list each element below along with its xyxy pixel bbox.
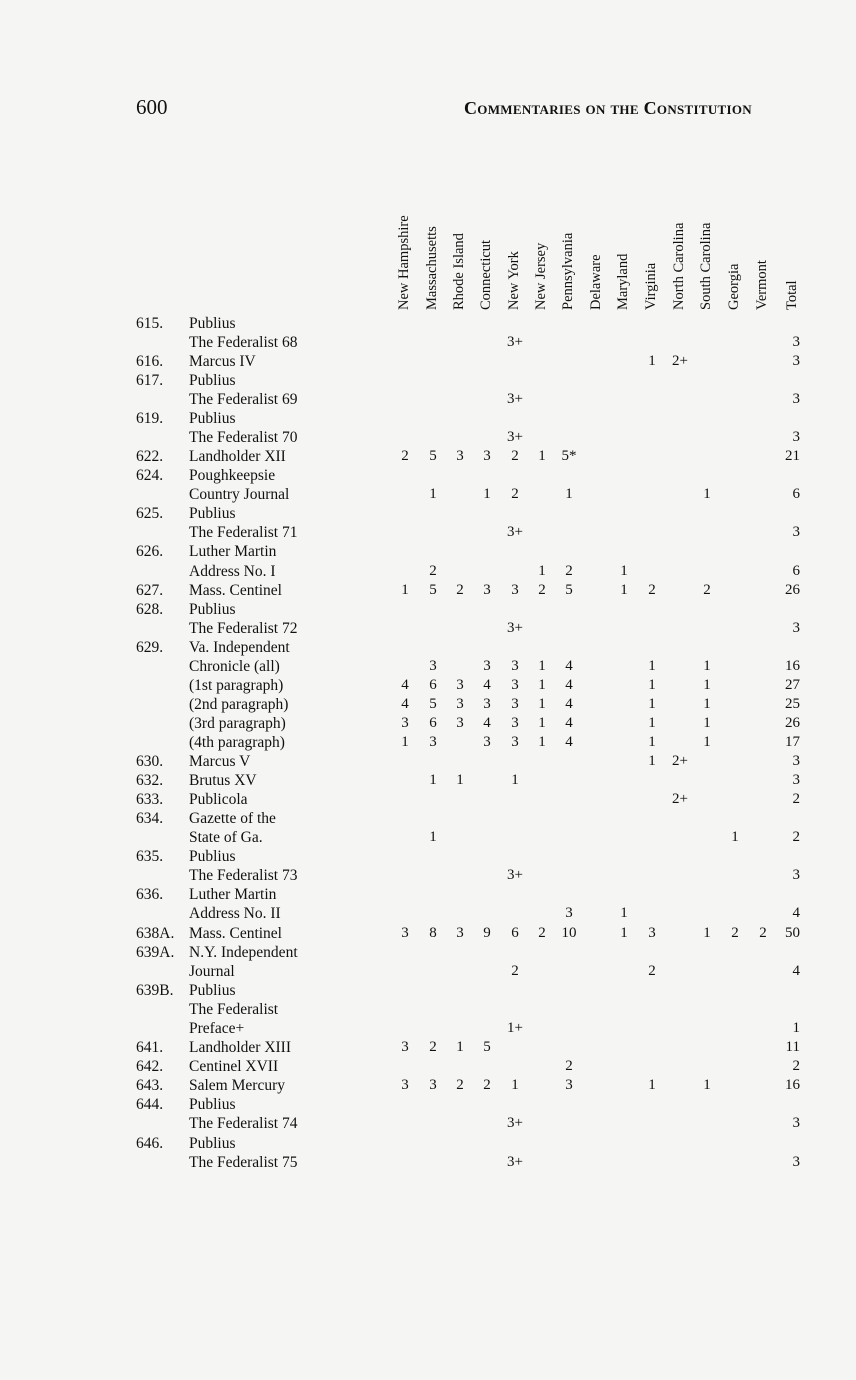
- table-cell: 2: [565, 563, 573, 579]
- entry-number: 633.: [136, 791, 164, 808]
- entry-title: Brutus XV: [189, 772, 257, 789]
- entry-title: The Federalist 68: [189, 334, 298, 351]
- entry-title: The Federalist 70: [189, 429, 298, 446]
- table-cell: 3: [429, 1077, 437, 1093]
- table-cell: 1: [703, 696, 711, 712]
- table-cell: 3: [456, 448, 464, 464]
- table-cell: 3+: [507, 620, 523, 636]
- column-header-new-york: New York: [506, 251, 522, 310]
- table-cell: 6: [511, 925, 519, 941]
- table-cell: 3: [483, 658, 491, 674]
- table-cell: 1: [538, 734, 546, 750]
- table-cell: 1: [703, 677, 711, 693]
- table-cell: 2+: [672, 791, 688, 807]
- row-total: 2: [792, 829, 800, 845]
- entry-title: Address No. I: [189, 563, 276, 580]
- table-cell: 2: [429, 563, 437, 579]
- table-cell: 1: [648, 1077, 656, 1093]
- table-cell: 3+: [507, 867, 523, 883]
- table-cell: 5: [429, 582, 437, 598]
- table-cell: 2: [731, 925, 739, 941]
- table-cell: 1: [703, 925, 711, 941]
- table-cell: 1: [703, 486, 711, 502]
- row-total: 3: [792, 753, 800, 769]
- table-cell: 2: [759, 925, 767, 941]
- column-header-delaware: Delaware: [588, 254, 604, 310]
- entry-title: Publicola: [189, 791, 248, 808]
- table-cell: 3: [456, 715, 464, 731]
- table-cell: 6: [429, 715, 437, 731]
- table-cell: 1: [648, 677, 656, 693]
- column-header-georgia: Georgia: [726, 263, 742, 310]
- table-cell: 2: [648, 963, 656, 979]
- row-total: 6: [792, 563, 800, 579]
- table-cell: 1: [429, 829, 437, 845]
- table-cell: 1: [538, 715, 546, 731]
- table-cell: 2: [511, 963, 519, 979]
- table-cell: 4: [483, 677, 491, 693]
- table-cell: 3+: [507, 1154, 523, 1170]
- table-cell: 1: [648, 715, 656, 731]
- table-cell: 1: [429, 772, 437, 788]
- entry-title: Publius: [189, 372, 236, 389]
- table-cell: 3: [511, 677, 519, 693]
- table-cell: 2: [456, 582, 464, 598]
- table-cell: 3: [511, 658, 519, 674]
- table-cell: 1: [456, 772, 464, 788]
- table-cell: 2: [538, 925, 546, 941]
- table-cell: 3+: [507, 334, 523, 350]
- entry-number: 632.: [136, 772, 164, 789]
- table-cell: 3: [401, 715, 409, 731]
- row-total: 2: [792, 1058, 800, 1074]
- entry-title: Publius: [189, 505, 236, 522]
- table-cell: 10: [561, 925, 577, 941]
- row-total: 11: [785, 1039, 800, 1055]
- table-cell: 3: [456, 696, 464, 712]
- table-cell: 3: [511, 715, 519, 731]
- column-header-pennsylvania: Pennsylvania: [560, 232, 576, 310]
- table-cell: 2: [565, 1058, 573, 1074]
- entry-number: 622.: [136, 448, 164, 465]
- entry-title: Publius: [189, 601, 236, 618]
- table-cell: 1: [456, 1039, 464, 1055]
- entry-title: Va. Independent: [189, 639, 290, 656]
- table-cell: 3+: [507, 429, 523, 445]
- table-cell: 2: [538, 582, 546, 598]
- table-cell: 4: [483, 715, 491, 731]
- entry-title: N.Y. Independent: [189, 944, 298, 961]
- row-total: 16: [785, 1077, 800, 1093]
- table-cell: 3: [483, 448, 491, 464]
- table-cell: 1: [620, 563, 628, 579]
- table-cell: 1: [648, 734, 656, 750]
- table-cell: 3+: [507, 1115, 523, 1131]
- table-cell: 3: [456, 925, 464, 941]
- table-cell: 1: [401, 582, 409, 598]
- row-total: 2: [792, 791, 800, 807]
- row-total: 3: [792, 334, 800, 350]
- table-cell: 1: [429, 486, 437, 502]
- row-total: 3: [792, 429, 800, 445]
- entry-number: 641.: [136, 1039, 164, 1056]
- row-total: 3: [792, 620, 800, 636]
- table-cell: 1: [703, 715, 711, 731]
- row-total: 16: [785, 658, 800, 674]
- entry-number: 619.: [136, 410, 164, 427]
- entry-title: The Federalist 72: [189, 620, 298, 637]
- table-cell: 1: [703, 1077, 711, 1093]
- table-cell: 1: [648, 696, 656, 712]
- entry-title: Salem Mercury: [189, 1077, 285, 1094]
- table-cell: 4: [565, 677, 573, 693]
- entry-title: (4th paragraph): [189, 734, 285, 751]
- column-header-new-jersey: New Jersey: [533, 242, 549, 310]
- row-total: 3: [792, 772, 800, 788]
- table-cell: 4: [565, 715, 573, 731]
- column-header-north-carolina: North Carolina: [671, 222, 687, 310]
- row-total: 27: [785, 677, 800, 693]
- entry-title: (1st paragraph): [189, 677, 284, 694]
- entry-title: Poughkeepsie: [189, 467, 276, 484]
- entry-title: (3rd paragraph): [189, 715, 286, 732]
- row-total: 4: [792, 905, 800, 921]
- entry-title: Publius: [189, 315, 236, 332]
- table-cell: 1: [703, 658, 711, 674]
- entry-title: Address No. II: [189, 905, 281, 922]
- entry-title: Centinel XVII: [189, 1058, 279, 1075]
- table-cell: 4: [401, 696, 409, 712]
- table-cell: 1: [538, 448, 546, 464]
- table-cell: 1: [620, 925, 628, 941]
- table-cell: 1: [648, 658, 656, 674]
- row-total: 50: [785, 925, 800, 941]
- entry-number: 615.: [136, 315, 164, 332]
- table-cell: 5: [483, 1039, 491, 1055]
- column-header-south-carolina: South Carolina: [698, 222, 714, 310]
- table-cell: 2: [648, 582, 656, 598]
- row-total: 25: [785, 696, 800, 712]
- entry-title: State of Ga.: [189, 829, 263, 846]
- column-header-total: Total: [784, 280, 800, 310]
- entry-title: Publius: [189, 1135, 236, 1152]
- running-head: Commentaries on the Constitution: [464, 98, 752, 118]
- table-cell: 3: [401, 1039, 409, 1055]
- row-total: 26: [785, 582, 800, 598]
- table-cell: 1: [511, 1077, 519, 1093]
- table-cell: 2: [703, 582, 711, 598]
- entry-title: Luther Martin: [189, 543, 277, 560]
- table-cell: 3: [483, 734, 491, 750]
- entry-number: 625.: [136, 505, 164, 522]
- table-cell: 1: [538, 563, 546, 579]
- entry-number: 646.: [136, 1135, 164, 1152]
- row-total: 6: [792, 486, 800, 502]
- row-total: 26: [785, 715, 800, 731]
- page-number: 600: [136, 95, 168, 119]
- column-header-maryland: Maryland: [615, 253, 631, 310]
- entry-number: 639A.: [136, 944, 175, 961]
- column-header-virginia: Virginia: [643, 262, 659, 310]
- entry-title: Landholder XIII: [189, 1039, 291, 1056]
- table-cell: 3: [511, 696, 519, 712]
- table-cell: 1: [538, 658, 546, 674]
- table-cell: 9: [483, 925, 491, 941]
- table-cell: 2+: [672, 753, 688, 769]
- row-total: 3: [792, 1154, 800, 1170]
- entry-title: Publius: [189, 1096, 236, 1113]
- entry-number: 634.: [136, 810, 164, 827]
- table-cell: 1: [538, 696, 546, 712]
- row-total: 3: [792, 353, 800, 369]
- table-cell: 2: [429, 1039, 437, 1055]
- table-cell: 4: [565, 658, 573, 674]
- table-cell: 1: [401, 734, 409, 750]
- row-total: 3: [792, 391, 800, 407]
- row-total: 1: [792, 1020, 800, 1036]
- entry-number: 635.: [136, 848, 164, 865]
- row-total: 3: [792, 524, 800, 540]
- entry-title: (2nd paragraph): [189, 696, 289, 713]
- entry-title: Mass. Centinel: [189, 925, 282, 942]
- row-total: 3: [792, 867, 800, 883]
- table-cell: 3: [565, 905, 573, 921]
- table-cell: 3: [401, 1077, 409, 1093]
- entry-title: The Federalist 74: [189, 1115, 298, 1132]
- table-cell: 1: [731, 829, 739, 845]
- table-cell: 1: [648, 353, 656, 369]
- table-cell: 3: [483, 696, 491, 712]
- column-header-massachusetts: Massachusetts: [424, 226, 440, 310]
- table-cell: 2: [456, 1077, 464, 1093]
- table-cell: 2: [483, 1077, 491, 1093]
- entry-title: Chronicle (all): [189, 658, 280, 675]
- entry-title: Luther Martin: [189, 886, 277, 903]
- entry-number: 644.: [136, 1096, 164, 1113]
- table-cell: 4: [401, 677, 409, 693]
- entry-title: The Federalist 73: [189, 867, 298, 884]
- column-header-connecticut: Connecticut: [478, 239, 494, 310]
- table-cell: 5*: [561, 448, 577, 464]
- table-cell: 1: [648, 753, 656, 769]
- table-cell: 1: [620, 905, 628, 921]
- row-total: 21: [785, 448, 800, 464]
- table-cell: 3: [401, 925, 409, 941]
- entry-title: Publius: [189, 848, 236, 865]
- entry-title: Publius: [189, 410, 236, 427]
- table-cell: 3+: [507, 524, 523, 540]
- entry-title: Mass. Centinel: [189, 582, 282, 599]
- entry-number: 617.: [136, 372, 164, 389]
- entry-title: The Federalist 69: [189, 391, 298, 408]
- table-cell: 2: [401, 448, 409, 464]
- table-cell: 2+: [672, 353, 688, 369]
- table-cell: 3+: [507, 391, 523, 407]
- entry-number: 629.: [136, 639, 164, 656]
- entry-number: 636.: [136, 886, 164, 903]
- column-header-vermont: Vermont: [754, 260, 770, 310]
- table-cell: 1+: [507, 1020, 523, 1036]
- entry-number: 628.: [136, 601, 164, 618]
- entry-title: The Federalist 75: [189, 1154, 298, 1171]
- table-cell: 1: [511, 772, 519, 788]
- table-cell: 2: [511, 486, 519, 502]
- entry-number: 638A.: [136, 925, 175, 942]
- table-cell: 1: [703, 734, 711, 750]
- table-cell: 3: [483, 582, 491, 598]
- table-cell: 3: [429, 658, 437, 674]
- entry-title: Country Journal: [189, 486, 290, 503]
- entry-number: 624.: [136, 467, 164, 484]
- row-total: 17: [785, 734, 800, 750]
- table-cell: 3: [429, 734, 437, 750]
- entry-title: Publius: [189, 982, 236, 999]
- row-total: 4: [792, 963, 800, 979]
- table-cell: 5: [429, 448, 437, 464]
- table-cell: 5: [429, 696, 437, 712]
- entry-title: Gazette of the: [189, 810, 276, 827]
- table-cell: 3: [565, 1077, 573, 1093]
- table-cell: 1: [483, 486, 491, 502]
- entry-number: 616.: [136, 353, 164, 370]
- entry-title: Landholder XII: [189, 448, 286, 465]
- entry-title: Preface+: [189, 1020, 245, 1037]
- entry-title: The Federalist 71: [189, 524, 298, 541]
- table-cell: 6: [429, 677, 437, 693]
- entry-number: 627.: [136, 582, 164, 599]
- row-total: 3: [792, 1115, 800, 1131]
- column-header-new-hampshire: New Hampshire: [396, 215, 412, 310]
- entry-number: 643.: [136, 1077, 164, 1094]
- table-cell: 1: [538, 677, 546, 693]
- table-cell: 3: [648, 925, 656, 941]
- table-cell: 1: [620, 582, 628, 598]
- entry-number: 630.: [136, 753, 164, 770]
- column-header-rhode-island: Rhode Island: [451, 233, 467, 310]
- table-cell: 4: [565, 696, 573, 712]
- table-cell: 3: [456, 677, 464, 693]
- entry-title: The Federalist: [189, 1001, 279, 1018]
- entry-number: 626.: [136, 543, 164, 560]
- table-cell: 3: [511, 734, 519, 750]
- table-cell: 3: [511, 582, 519, 598]
- entry-number: 639B.: [136, 982, 174, 999]
- entry-title: Journal: [189, 963, 235, 980]
- entry-number: 642.: [136, 1058, 164, 1075]
- table-cell: 1: [565, 486, 573, 502]
- entry-title: Marcus V: [189, 753, 251, 770]
- entry-title: Marcus IV: [189, 353, 256, 370]
- table-cell: 5: [565, 582, 573, 598]
- table-cell: 4: [565, 734, 573, 750]
- table-cell: 2: [511, 448, 519, 464]
- table-cell: 8: [429, 925, 437, 941]
